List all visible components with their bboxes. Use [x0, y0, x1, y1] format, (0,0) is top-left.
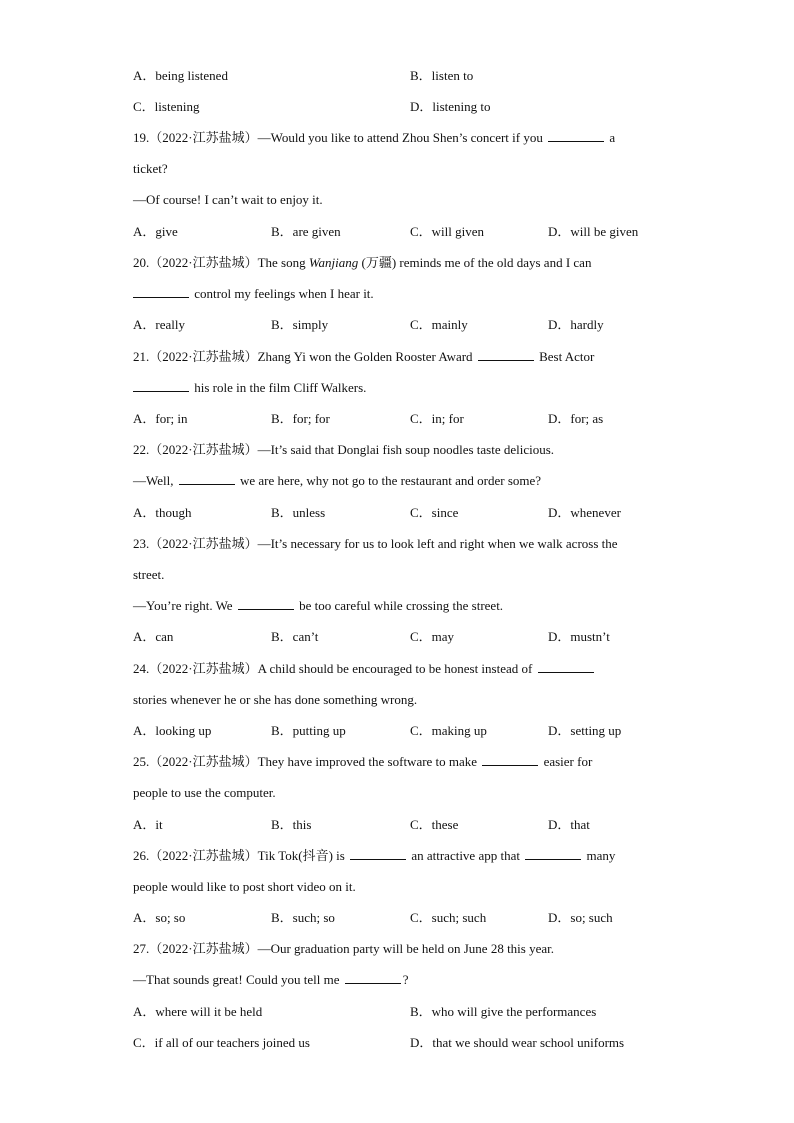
- q20-text-a: The song: [257, 255, 306, 270]
- q27-stem-line1: [133, 939, 554, 959]
- q20-text-c: control my feelings when I hear it.: [194, 286, 374, 301]
- q27-option-b: B．who will give the performances: [410, 1004, 597, 1019]
- q25-stem-line1: [133, 752, 592, 772]
- q24-option-b: B．putting up: [271, 723, 346, 738]
- q26-stem-line1: [133, 846, 615, 866]
- q25-stem-line2: people to use the computer.: [133, 785, 276, 800]
- q23-stem-line1: [133, 534, 618, 554]
- q21-option-c: C．in; for: [410, 411, 464, 426]
- q27-number: 27.（2022·江苏盐城）: [133, 941, 258, 956]
- q24-blank: [538, 660, 594, 673]
- q23-option-a: A．can: [133, 629, 174, 644]
- q23-option-d: D．mustn’t: [548, 629, 610, 644]
- q23-number: 23.（2022·江苏盐城）: [133, 536, 258, 551]
- q25-option-a: A．it: [133, 817, 163, 832]
- q21-blank-1: [478, 348, 534, 361]
- q19-text-b: a: [609, 130, 616, 145]
- q20-option-c: C．mainly: [410, 317, 468, 332]
- q22-option-b: B．unless: [271, 505, 326, 520]
- q19-stem-line1: [133, 128, 615, 148]
- q19-option-d: D．will be given: [548, 224, 639, 239]
- q27-text-b: —That sounds great! Could you tell me: [133, 972, 340, 987]
- q21-text-a: Zhang Yi won the Golden Rooster Award: [257, 349, 473, 364]
- q25-option-c: C．these: [410, 817, 459, 832]
- q24-option-d: D．setting up: [548, 723, 622, 738]
- q24-number: 24.（2022·江苏盐城）: [133, 661, 258, 676]
- q25-text-a: They have improved the software to make: [257, 754, 478, 769]
- q26-option-c: C．such; such: [410, 910, 487, 925]
- q26-stem-line2: people would like to post short video on it.: [133, 879, 356, 894]
- q26-option-d: D．so; such: [548, 910, 613, 925]
- q27-stem-line2: [133, 970, 409, 990]
- q25-option-d: D．that: [548, 817, 590, 832]
- q27-option-a: A．where will it be held: [133, 1004, 263, 1019]
- q19-option-a: A．give: [133, 224, 178, 239]
- q27-text-a: —Our graduation party will be held on June 28 this year.: [257, 941, 555, 956]
- q25-blank: [482, 753, 538, 766]
- q21-text-b: Best Actor: [539, 349, 595, 364]
- q20-option-a: A．really: [133, 317, 185, 332]
- q21-stem-line1: [133, 347, 594, 367]
- q19-text-a: —Would you like to attend Zhou Shen’s concert if you: [257, 130, 543, 145]
- q27-option-c: C．if all of our teachers joined us: [133, 1035, 310, 1050]
- q23-stem-line2: street.: [133, 567, 165, 582]
- q21-option-a: A．for; in: [133, 411, 188, 426]
- q26-blank-1: [350, 847, 406, 860]
- q18-option-a: A．being listened: [133, 68, 228, 83]
- q25-text-b: easier for: [543, 754, 593, 769]
- q21-stem-line2: [133, 378, 366, 398]
- q27-text-c: ?: [402, 972, 409, 987]
- q26-blank-2: [525, 847, 581, 860]
- q23-text-b: —You’re right. We: [133, 598, 233, 613]
- q23-text-a: —It’s necessary for us to look left and right when we walk across the: [257, 536, 618, 551]
- q20-number: 20.（2022·江苏盐城）: [133, 255, 258, 270]
- q20-stem-line2: [133, 284, 374, 304]
- q21-number: 21.（2022·江苏盐城）: [133, 349, 258, 364]
- q22-text-c: we are here, why not go to the restaurant and order some?: [239, 473, 542, 488]
- q22-option-a: A．though: [133, 505, 192, 520]
- q23-option-b: B．can’t: [271, 629, 319, 644]
- q20-option-b: B．simply: [271, 317, 329, 332]
- q26-number: 26.（2022·江苏盐城）: [133, 848, 258, 863]
- q26-text-a: Tik Tok(抖音) is: [257, 848, 345, 863]
- q21-option-d: D．for; as: [548, 411, 604, 426]
- q24-text-a: A child should be encouraged to be honest instead of: [257, 661, 533, 676]
- q22-text-a: —It’s said that Donglai fish soup noodles taste delicious.: [257, 442, 555, 457]
- q26-option-b: B．such; so: [271, 910, 335, 925]
- q22-number: 22.（2022·江苏盐城）: [133, 442, 258, 457]
- q18-option-b: B．listen to: [410, 68, 474, 83]
- q22-stem-line1: [133, 440, 554, 460]
- q26-text-c: many: [586, 848, 616, 863]
- q21-option-b: B．for; for: [271, 411, 330, 426]
- q21-blank-2: [133, 379, 189, 392]
- q22-option-d: D．whenever: [548, 505, 621, 520]
- q19-blank: [548, 129, 604, 142]
- q20-song-title: Wanjiang: [308, 255, 359, 270]
- q26-option-a: A．so; so: [133, 910, 186, 925]
- q19-number: 19.（2022·江苏盐城）: [133, 130, 258, 145]
- q20-stem-line1: [133, 253, 591, 273]
- q25-number: 25.（2022·江苏盐城）: [133, 754, 258, 769]
- q20-option-d: D．hardly: [548, 317, 604, 332]
- q22-option-c: C．since: [410, 505, 459, 520]
- q19-stem-line2: ticket?: [133, 161, 168, 176]
- q22-stem-line2: [133, 471, 541, 491]
- q24-stem-line2: stories whenever he or she has done something wrong.: [133, 692, 418, 707]
- q23-text-c: be too careful while crossing the street.: [299, 598, 504, 613]
- q24-option-c: C．making up: [410, 723, 487, 738]
- q20-blank: [133, 285, 189, 298]
- q22-text-b: —Well,: [133, 473, 174, 488]
- q19-stem-line3: —Of course! I can’t wait to enjoy it.: [133, 192, 323, 207]
- q25-option-b: B．this: [271, 817, 312, 832]
- q22-blank: [179, 472, 235, 485]
- q21-text-c: his role in the film Cliff Walkers.: [194, 380, 367, 395]
- q26-text-b: an attractive app that: [411, 848, 520, 863]
- q24-stem-line1: [133, 659, 596, 679]
- q23-option-c: C．may: [410, 629, 455, 644]
- q19-option-c: C．will given: [410, 224, 485, 239]
- q24-option-a: A．looking up: [133, 723, 212, 738]
- q19-option-b: B．are given: [271, 224, 341, 239]
- q18-option-c: C．listening: [133, 99, 200, 114]
- q20-text-b: (万疆) reminds me of the old days and I can: [361, 255, 592, 270]
- q27-option-d: D．that we should wear school uniforms: [410, 1035, 625, 1050]
- q27-blank: [345, 971, 401, 984]
- q23-stem-line3: [133, 596, 503, 616]
- q23-blank: [238, 597, 294, 610]
- q18-option-d: D．listening to: [410, 99, 491, 114]
